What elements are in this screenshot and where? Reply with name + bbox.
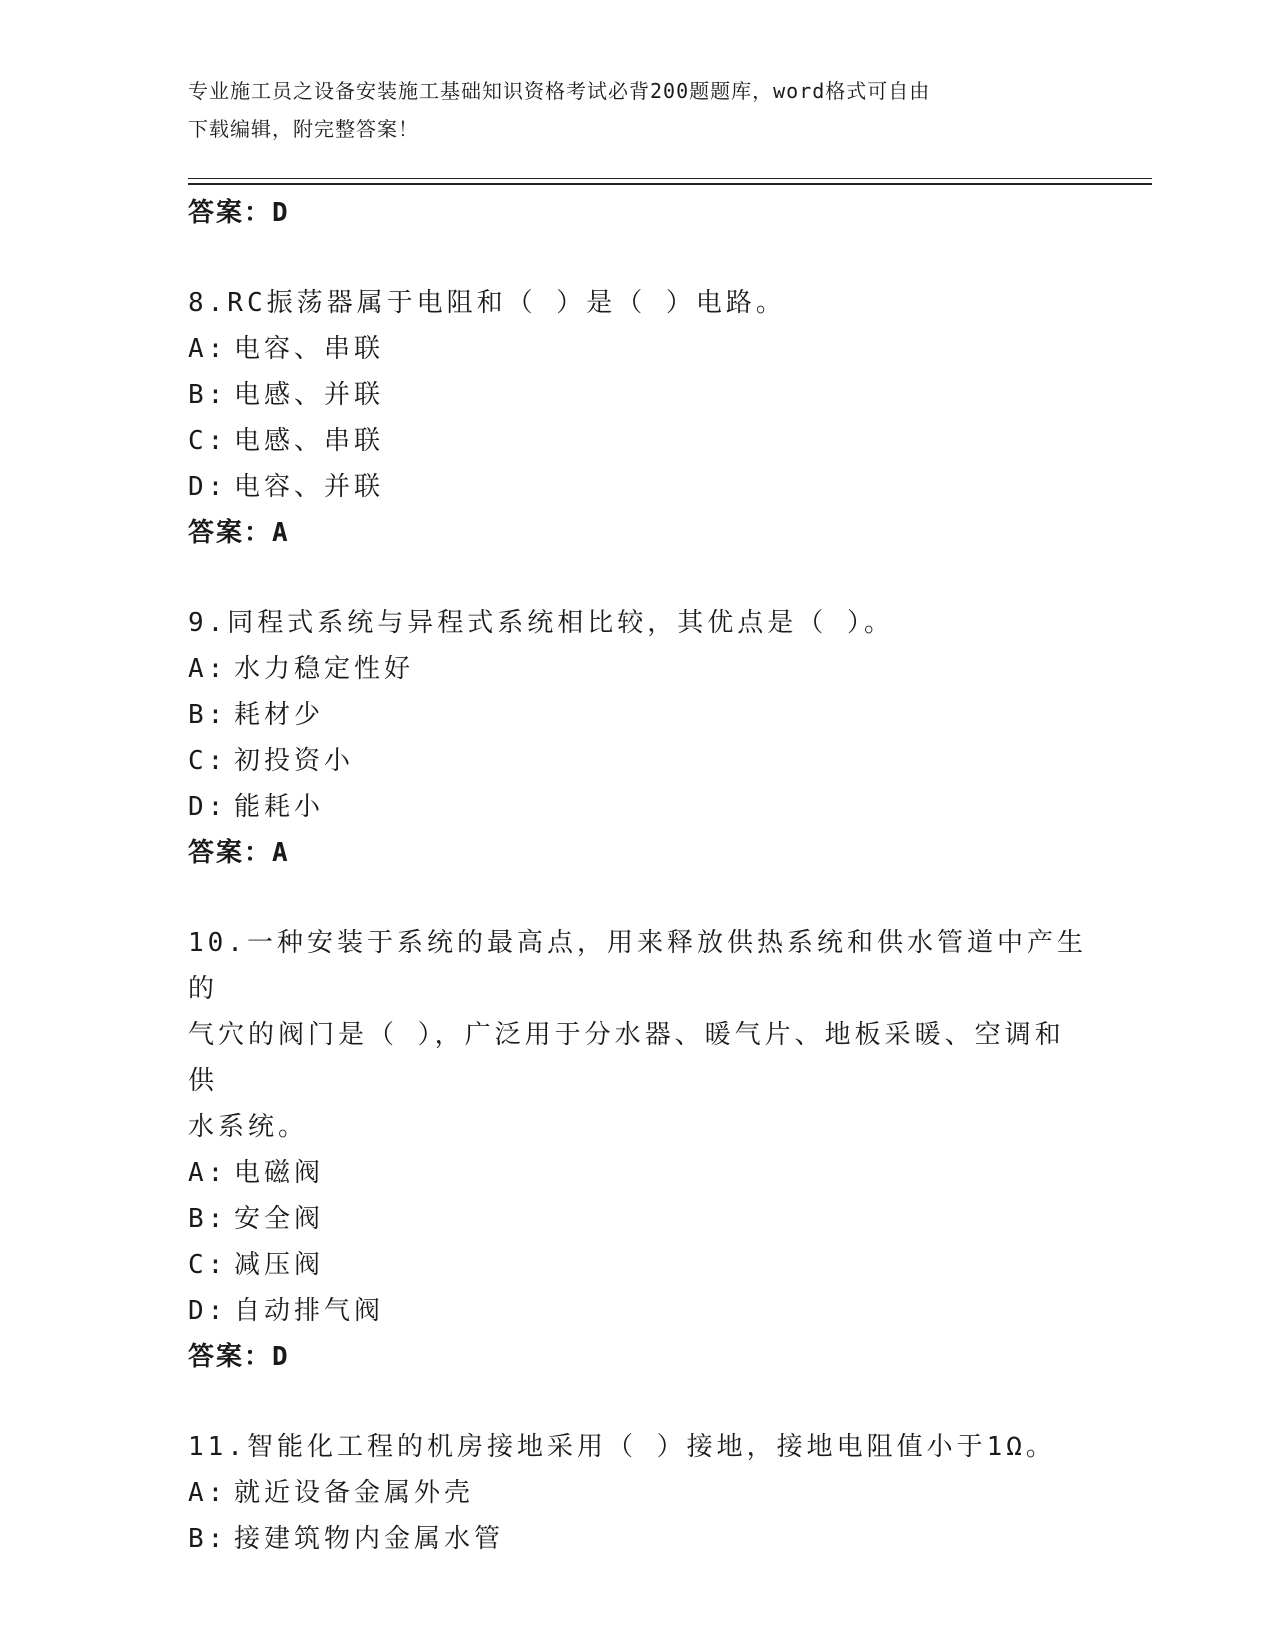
option-a (188, 1470, 1088, 1516)
question-stem: 11.智能化工程的机房接地采用（ ）接地，接地电阻值小于1Ω。 (188, 1432, 1056, 1462)
option-a (188, 1150, 1088, 1196)
header-title-line-2: 下载编辑，附完整答案！ (188, 117, 419, 141)
question-answer: 答案：A (188, 518, 290, 548)
question-stem-line-3: 水系统。 (188, 1112, 309, 1142)
option-letter: A: (188, 1158, 228, 1188)
question-8 (188, 280, 1088, 556)
option-letter: C: (188, 426, 228, 456)
option-text: 电容、串联 (234, 334, 385, 364)
option-b (188, 1196, 1088, 1242)
question-stem: 8.RC振荡器属于电阻和（ ）是（ ）电路。 (188, 288, 786, 318)
option-text: 安全阀 (234, 1204, 325, 1234)
question-stem-line-1: 10.一种安装于系统的最高点，用来释放供热系统和供水管道中产生的 (188, 928, 1087, 1004)
option-text: 电感、串联 (234, 426, 385, 456)
option-text: 电磁阀 (234, 1158, 325, 1188)
header-divider-thick (188, 183, 1152, 185)
option-d (188, 784, 1088, 830)
option-b (188, 692, 1088, 738)
option-b (188, 372, 1088, 418)
option-text: 电容、并联 (234, 472, 385, 502)
option-letter: A: (188, 1478, 228, 1508)
option-letter: B: (188, 1524, 228, 1554)
question-answer: 答案：D (188, 1342, 290, 1372)
question-9 (188, 600, 1088, 876)
option-text: 减压阀 (234, 1250, 325, 1280)
option-letter: D: (188, 792, 228, 822)
question-stem: 9.同程式系统与异程式系统相比较，其优点是（ ）。 (188, 608, 894, 638)
option-letter: A: (188, 654, 228, 684)
option-text: 耗材少 (234, 700, 325, 730)
question-list (188, 188, 1088, 1562)
option-c (188, 418, 1088, 464)
option-letter: B: (188, 380, 228, 410)
option-a (188, 326, 1088, 372)
option-text: 能耗小 (234, 792, 325, 822)
option-c (188, 738, 1088, 784)
option-text: 自动排气阀 (234, 1296, 385, 1326)
question-stem-line-2: 气穴的阀门是（ ），广泛用于分水器、暖气片、地板采暖、空调和供 (188, 1020, 1065, 1096)
option-text: 电感、并联 (234, 380, 385, 410)
header-divider-thin (188, 178, 1152, 179)
question-answer: 答案：A (188, 838, 290, 868)
option-letter: C: (188, 746, 228, 776)
option-letter: C: (188, 1250, 228, 1280)
option-text: 就近设备金属外壳 (234, 1478, 475, 1508)
question-11 (188, 1424, 1088, 1562)
option-letter: B: (188, 700, 228, 730)
previous-question-answer: 答案：D (188, 198, 290, 228)
option-c (188, 1242, 1088, 1288)
option-d (188, 1288, 1088, 1334)
option-d (188, 464, 1088, 510)
option-letter: D: (188, 1296, 228, 1326)
header-title-line-1: 专业施工员之设备安装施工基础知识资格考试必背200题题库，word格式可自由 (188, 79, 931, 103)
option-text: 接建筑物内金属水管 (234, 1524, 505, 1554)
option-letter: A: (188, 334, 228, 364)
option-text: 水力稳定性好 (234, 654, 415, 684)
option-letter: B: (188, 1204, 228, 1234)
option-b (188, 1516, 1088, 1562)
question-10 (188, 920, 1088, 1380)
option-text: 初投资小 (234, 746, 355, 776)
option-letter: D: (188, 472, 228, 502)
option-a (188, 646, 1088, 692)
document-header (188, 72, 1088, 148)
